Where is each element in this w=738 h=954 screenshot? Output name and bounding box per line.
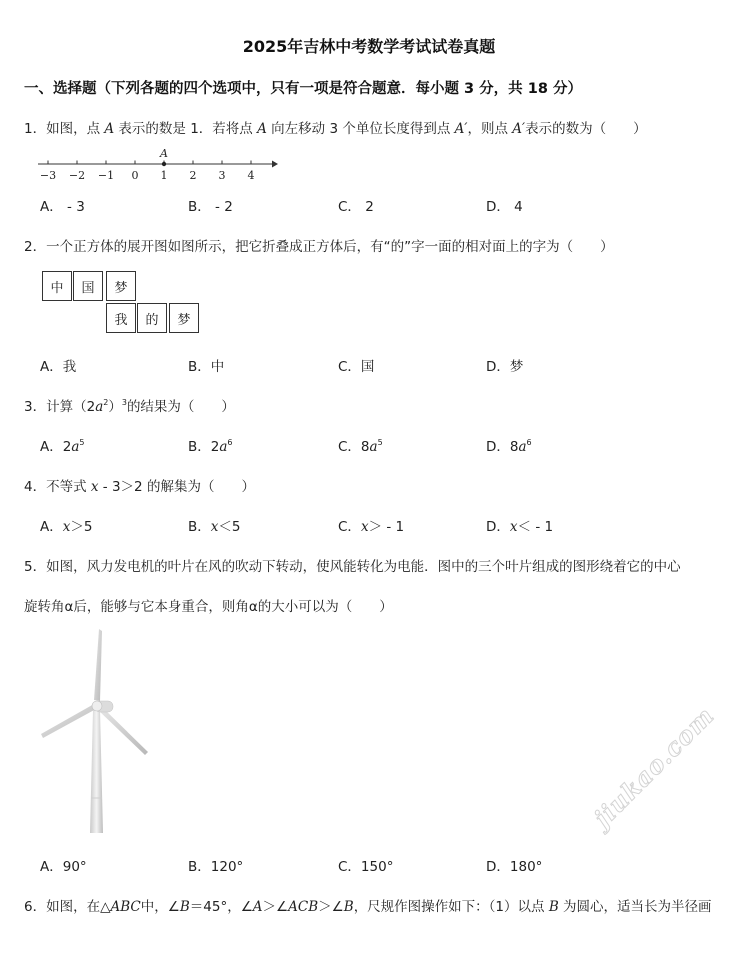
q6-text: ＞∠ [262, 899, 289, 915]
option-rest: ＜5 [218, 519, 241, 535]
net-cell: 我 [106, 303, 136, 333]
option-var: a [518, 439, 527, 455]
option-var: x [62, 519, 71, 535]
net-cell: 中 [42, 271, 72, 301]
option-var: a [219, 439, 228, 455]
option-label: C．8 [338, 439, 370, 455]
q2-option-c[interactable]: C．国 [338, 359, 375, 375]
question-2-stem: 2．一个正方体的展开图如图所示，把它折叠成正方体后，有“的”字一面的相对面上的字为（ ） [24, 239, 614, 255]
q2-option-b[interactable]: B．中 [188, 359, 225, 375]
q6-text: 中，∠ [140, 899, 180, 915]
q6-var: A [252, 899, 263, 915]
point-a-marker [162, 162, 166, 166]
option-exp: 5 [377, 438, 383, 447]
option-label: C． [338, 519, 361, 535]
q1-text: ，则点 [467, 121, 513, 137]
number-line-tick-label: 1 [160, 169, 168, 182]
option-exp: 6 [526, 438, 532, 447]
option-label: A． [40, 519, 63, 535]
number-line-figure [34, 144, 284, 186]
q6-var: ACB [288, 899, 319, 915]
q3-text: 3．计算（2 [24, 399, 96, 415]
cube-net-figure [42, 271, 202, 337]
option-label: D． [486, 519, 510, 535]
q3-option-a[interactable] [40, 435, 84, 455]
question-5-stem-line2: 旋转角α后，能够与它本身重合，则角α的大小可以为（ ） [24, 599, 393, 615]
q6-var: B [548, 899, 559, 915]
q6-text: ＝45°，∠ [189, 899, 253, 915]
number-line-arrow [272, 161, 278, 168]
q6-text: ＞∠ [318, 899, 344, 915]
question-5-stem-line1: 5．如图，风力发电机的叶片在风的吹动下转动，使风能转化为电能．图中的三个叶片组成的图形绕着它的中心 [24, 559, 681, 575]
net-cell: 梦 [169, 303, 199, 333]
option-rest: ＞5 [70, 519, 93, 535]
q6-var: ABC [110, 899, 141, 915]
q3-option-d[interactable] [486, 435, 532, 455]
q6-text: ，尺规作图操作如下：（1）以点 [353, 899, 549, 915]
number-line-tick-label: −1 [97, 169, 115, 182]
question-1-stem [24, 117, 647, 137]
q1-text: 向左移动 3 个单位长度得到点 [266, 121, 455, 137]
option-var: x [360, 519, 369, 535]
section-header: 一、选择题（下列各题的四个选项中，只有一项是符合题意．每小题 3 分，共 18 分） [24, 81, 582, 97]
option-exp: 6 [227, 438, 233, 447]
q1-option-d[interactable]: D． 4 [486, 199, 523, 215]
q6-text: 6．如图，在△ [24, 899, 111, 915]
option-var: a [369, 439, 378, 455]
number-line-tick-label: 3 [218, 169, 226, 182]
q4-var: x [90, 479, 99, 495]
question-3-stem [24, 395, 235, 415]
q3-exponent: 3 [121, 398, 127, 407]
point-a-label: A [160, 147, 168, 160]
page-title: 2025年吉林中考数学考试试卷真题 [242, 37, 496, 56]
number-line-tick-label: −3 [39, 169, 57, 182]
q5-option-c[interactable]: C．150° [338, 859, 394, 875]
q3-var: a [95, 399, 104, 415]
q3-text: ） [108, 399, 122, 415]
q1-option-b[interactable]: B． - 2 [188, 199, 233, 215]
number-line-tick-label: 0 [131, 169, 139, 182]
number-line-tick-label: 2 [189, 169, 197, 182]
q5-option-d[interactable]: D．180° [486, 859, 543, 875]
q4-option-a[interactable] [40, 515, 92, 535]
option-var: x [509, 519, 518, 535]
number-line-tick-label: 4 [247, 169, 255, 182]
q3-exponent: 2 [103, 398, 109, 407]
net-cell: 的 [137, 303, 167, 333]
q6-var: B [179, 899, 190, 915]
option-rest: ＜ - 1 [517, 519, 554, 535]
option-label: B． [188, 519, 211, 535]
q1-option-c[interactable]: C． 2 [338, 199, 374, 215]
option-exp: 5 [79, 438, 85, 447]
question-4-stem [24, 475, 255, 495]
option-label: B．2 [188, 439, 220, 455]
wind-turbine-figure [36, 628, 154, 834]
q3-option-b[interactable] [188, 435, 233, 455]
q5-option-b[interactable]: B．120° [188, 859, 244, 875]
option-var: x [210, 519, 219, 535]
number-line-tick-label: −2 [68, 169, 86, 182]
option-var: a [71, 439, 80, 455]
q4-text: 4．不等式 [24, 479, 91, 495]
q5-option-a[interactable]: A．90° [40, 859, 87, 875]
option-label: D．8 [486, 439, 519, 455]
q4-text: - 3＞2 的解集为（ ） [98, 479, 255, 495]
q2-option-d[interactable]: D．梦 [486, 359, 524, 375]
q1-var: A′ [512, 121, 526, 137]
q4-option-b[interactable] [188, 515, 240, 535]
q6-text: 为圆心，适当长为半径画 [558, 899, 712, 915]
net-cell: 国 [73, 271, 103, 301]
net-cell: 梦 [106, 271, 136, 301]
q6-var: B [343, 899, 354, 915]
q1-text: 1．如图，点 [24, 121, 105, 137]
q4-option-c[interactable] [338, 515, 404, 535]
q1-var: A [104, 121, 115, 137]
turbine-hub [92, 701, 102, 711]
q1-text: 表示的数是 1．若将点 [114, 121, 258, 137]
q1-var: A′ [454, 121, 468, 137]
q3-text: 的结果为（ ） [126, 399, 235, 415]
q1-option-a[interactable]: A． - 3 [40, 199, 85, 215]
q3-option-c[interactable] [338, 435, 383, 455]
option-label: A．2 [40, 439, 72, 455]
q4-option-d[interactable] [486, 515, 553, 535]
option-rest: ＞ - 1 [368, 519, 405, 535]
q2-option-a[interactable]: A．我 [40, 359, 77, 375]
q1-var: A [257, 121, 267, 137]
watermark: jiukao.com [588, 700, 720, 833]
question-6-stem [24, 895, 712, 915]
q1-text: 表示的数为（ ） [525, 121, 647, 137]
